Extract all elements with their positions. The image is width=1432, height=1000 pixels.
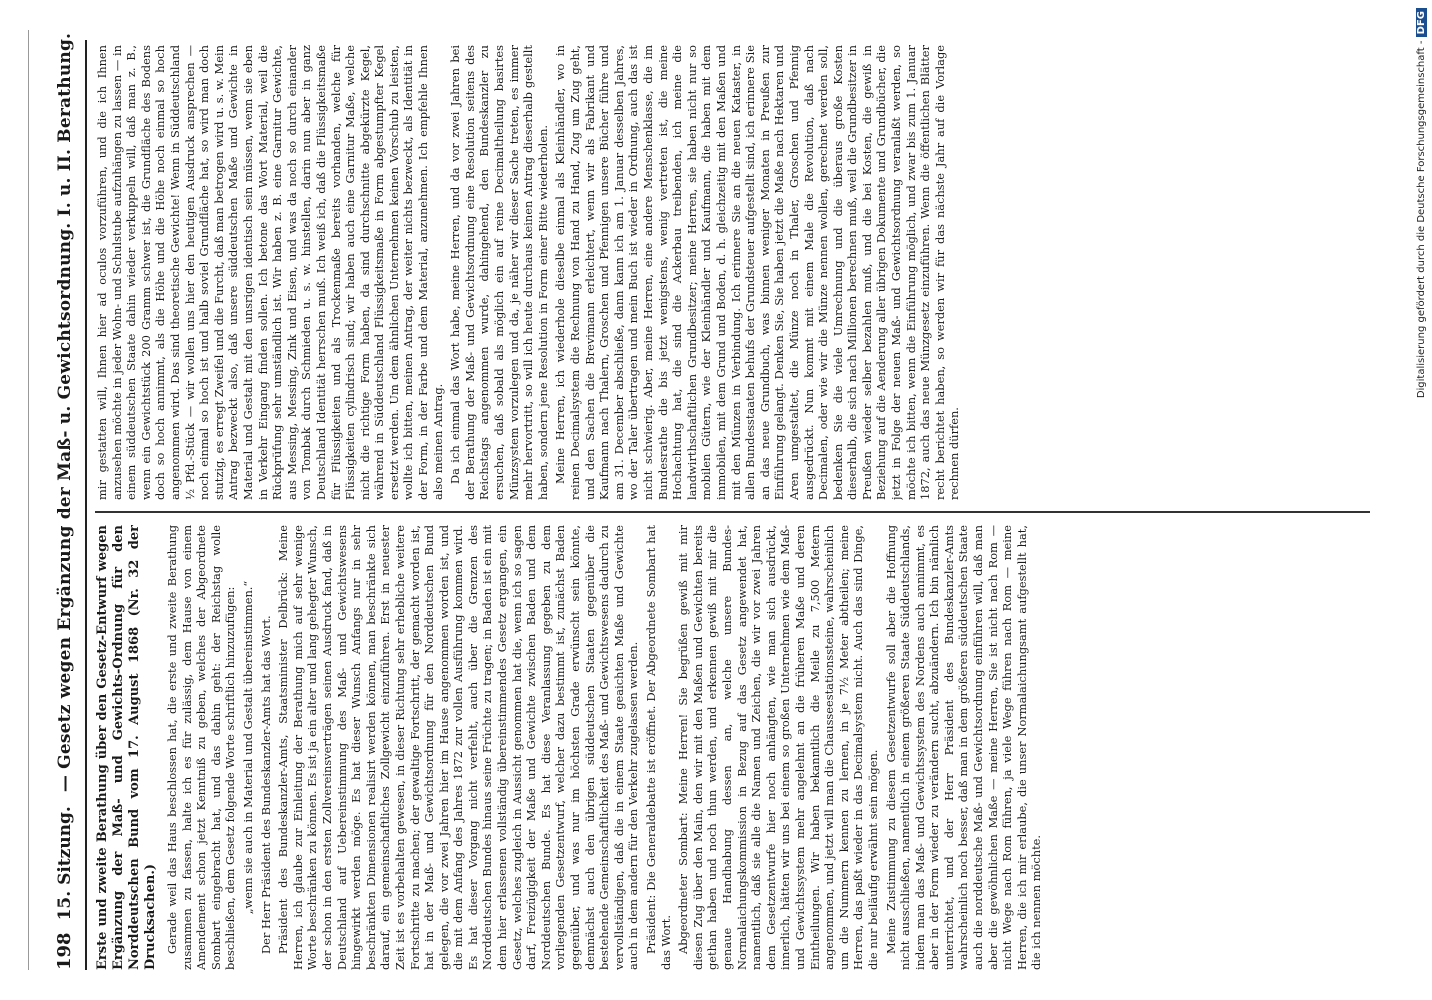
running-header — [50, 32, 80, 970]
paragraph: Da ich einmal das Wort habe, meine Herren, und da vor zwei Jahren bei der Berathung der Maß- und Gewichtsordnung eine Resolution seitens des Reichstags angenommen wurde, dahingehend, den Bundeskanzler zu ersuchen, daß sobald als möglich ein auf reine Decimaltheilung basirtes Münzsystem vorzulegen und da, je näher wir dieser Sache treten, es immer mehr hervortritt, so will ich heute durchaus keinen Antrag dieserhalb gestellt haben, sondern jene Resolution in Form einer Bitte wiederholen. — [448, 45, 550, 500]
header-rule — [85, 40, 87, 970]
credit-text: Digitalisierung gefördert durch die Deutsche Forschungsgemeinschaft - — [1416, 40, 1427, 399]
paragraph: Meine Zustimmung zu diesem Gesetzentwurfe soll aber die Hoffnung nicht ausschließen, namentlich in einem größeren Staate Süddeutschlands, indem man das Maß- und Gewichtssystem des Nordens auch annimmt, es aber in der Form wieder zu verändern sucht, abzuändern. Ich bin nämlich unterrichtet, und der Herr Präsident des Bundeskanzler-Amts wahrscheinlich noch besser, daß man in dem größeren süddeutschen Staate auch die norddeutsche Maß- und Gewichtsordnung einführen will, daß man aber die gewöhnlichen Maße — meine Herren, Sie ist nicht nach Rom — nicht Wege nach Rom führen, ja viele Wege führen nach Rom — meine Herren, die ich mir erlaube, die unser Normalaichungsamt aufgestellt hat, die ich nennen möchte. — [883, 525, 1044, 970]
column-right — [95, 45, 1370, 500]
paragraph: Präsident: Die Generaldebatte ist eröffnet. Der Abgeordnete Sombart hat das Wort. — [644, 525, 673, 970]
page-number: 198 — [53, 932, 75, 970]
dfg-logo: DFG — [1416, 8, 1427, 37]
paragraph: Meine Herren, ich wiederhole dieselbe einmal als Kleinhändler, wo in reinen Decimalsystem die Rechnung von Hand zu Hand, Zug um Zug geht, und den Sachen die Brevimann erleichtert, wenn wir als Fabrikant und Kaufmann nach Thalern, Groschen und Pfennigen unsere Bücher führe und am 31. December abschließe, dann kann ich am 1. Januar desselben Jahres, wo der Taler übertragen und mein Buch ist wieder in Ordnung, auch das ist nicht schwierig. Aber, meine Herren, eine andere Menschenklasse, die im Bundesrathe die bis jetzt wenigstens, wenig vertreten ist, die meine Hochachtung hat, die sind die Ackerbau treibenden, ich meine die landwirthschaftlichen Grundbesitzer; meine Herren, sie haben nicht nur so mobilen Gütern, wie der Kleinhändler und Kaufmann, die haben mit dem immobilen, mit dem Grund und Boden, d. h. gleichzeitig mit den Maßen und mit den Münzen in Verbindung. Ich erinnere Sie an die neuen Kataster, in allen Bundesstaaten behufs der Grundsteuer aufgestellt sind, ich erinnere Sie an das neue Grundbuch, was binnen weniger Monaten in Preußen zur Einführung gelangt. Denken Sie, Sie haben jetzt die Maße nach Hektaren und Aren umgestaltet, die Münze noch in Thaler, Groschen und Pfennig ausgedrückt. Nun kommt mit einem Male die Revolution, daß nach Decimalen, oder wie wir die Münze nennen wollen, gerechnet werden soll, bedenken Sie die viele Umrechnung und die überaus große Kosten dieserhalb, die sich nach Millionen berechnen muß, weil die Grundbesitzer in Preußen wieder selber bezahlen muß, und die bei Kosten, die gewiß in Beziehung auf die Aenderung aller übrigen Dokumente und Grundbücher, die jetzt in Folge der neuen Maß- und Gewichtsordnung veranlaßt werden, so möchte ich bitten, wenn die Einführung möglich, und zwar bis zum 1. Januar 1872, auch das neue Münzgesetz einzuführen. Wenn die öffentlichen Blätter recht berichtet haben, so werden wir für das nächste Jahr auf die Vorlage rechnen dürfen. — [553, 45, 962, 500]
paragraph: Gerade weil das Haus beschlossen hat, die erste und zweite Berathung zusammen zu fassen, halte ich es für zulässig, dem Hause von einem Amendement schon jetzt Kenntniß zu geben, welches der Abgeordnete Sombart eingebracht hat, und das dahin geht: der Reichstag wolle beschließen, dem Gesetz folgende Worte schriftlich hinzuzufügen: — [165, 525, 238, 970]
column-left — [95, 525, 1370, 970]
paragraph: mir gestatten will, Ihnen hier ad oculos vorzuführen, und die ich Ihnen anzusehen möchte in jeder Wohn- und Schulstube aufzuhängen zu lassen — in einem süddeutschen Staate dahin wieder verkuppeln will, daß man z. B., wenn ein Gewichtstück 200 Gramm schwer ist, die Grundfläche des Bodens doch so hoch annimmt, als die Höhe und die Höhe noch einmal so hoch angenommen wird. Das sind theoretische Gewichte! Wenn in Süddeutschland ½ Pfd.-Stück — wir wollen uns hier den heutigen Ausdruck ansprechen — noch einmal so hoch ist und halb soviel Grundfläche hat, so wird man doch stutzig, es erregt Zweifel und die Furcht, daß man betrogen wird u. s. w. Mein Antrag bezweckt also, daß unsere süddeutschen Maße und Gewichte in Material und Gestalt mit den unsrigen identisch sein müssen, wenn sie eben in Verkehr Eingang finden sollen. Ich betone das Wort Material, weil die Rückprüfung sehr umständlich ist. Wir haben z. B. eine Garnitur Gewichte, aus Messing, Messing, Zink und Eisen, und was da noch so durch einander von Tombak durch Schmieden u. s. w. hinstellen, darin nun aber in ganz Deutschland Identität herrschen muß. Ich weiß ich, daß die Flüssigkeitsmaße für Flüssigkeiten und als Trockenmaße bereits vorhanden, welche für Flüssigkeiten cylindrisch sind; wir haben auch eine Garnitur Maße, welche nicht die richtige Form haben, da sind durchschnitte abgekürzte Kegel, während in Süddeutschland Flüssigkeitsmaße in Form abgestumpfter Kegel ersetzt werden. Um dem ähnlichen Unternehmen keinen Vorschub zu leisten, wollte ich bitten, meinen Antrag, der weiter nichts bezweckt, als Identität in der Form, in der Farbe und dem Material, anzunehmen. Ich empfehle Ihnen also meinen Antrag. — [95, 45, 445, 500]
scanned-page — [50, 32, 1375, 970]
paragraph: Präsident des Bundeskanzler-Amts, Staatsminister Delbrück: Meine Herren, ich glaube zur Einleitung der Berathung mich auf sehr wenige Worte beschränken zu können. Es ist ja ein alter und lang gehegter Wunsch, der schon in den ersten Zollvereinsverträgen seinen Ausdruck fand, daß in Deutschland auf Uebereinstimmung des Maß- und Gewichtswesens hingewirkt werden möge. Es hat dieser Wunsch Anfangs nur in sehr beschränkten Dimensionen realisirt werden können, man beschränkte sich darauf, ein gemeinschaftliches Zollgewicht einzuführen. Erst in neuester Zeit ist es vorbehalten gewesen, in dieser Richtung sehr erhebliche weitere Fortschritte zu machen; der gewaltige Fortschritt, der gemacht worden ist, hat in der Maß- und Gewichtsordnung für den Norddeutschen Bund gelegen, die vor zwei Jahren hier im Hause angenommen worden ist, und die mit dem Anfang des Jahres 1872 zur vollen Ausführung kommen wird. Es hat dieser Vorgang nicht verfehlt, auch über die Grenzen des Norddeutschen Bundes hinaus seine Früchte zu tragen; in Baden ist ein mit dem hier erlassenen vollständig übereinstimmendes Gesetz ergangen, ein Gesetz, welches zugleich in Aussicht genommen hat die, wenn ich so sagen darf, Freizügigkeit der Maße und Gewichte zwischen Baden und dem Norddeutschen Bunde. Es hat diese Veranlassung gegeben zu dem vorliegenden Gesetzentwurf, welcher dazu bestimmt ist, zunächst Baden gegenüber, und was nur im höchsten Grade erwünscht sein könnte, demnächst auch den übrigen süddeutschen Staaten gegenüber die bestehende Gemeinschaftlichkeit des Maß- und Gewichtswesens dadurch zu vervollständigen, daß die in einem Staate geaichten Maße und Gewichte auch in dem andern für den Verkehr zugelassen werden. — [276, 525, 641, 970]
amendment-quote: „wenn sie auch in Material und Gestalt übereinstimmen.“ — [240, 580, 255, 915]
session-label: 15. Sitzung. — [54, 806, 75, 921]
column-divider — [95, 511, 1370, 513]
digitization-credit-sidebar — [1415, 8, 1429, 992]
digitization-credit — [1415, 8, 1429, 992]
page-edge-line — [28, 30, 29, 970]
paragraph: Abgeordneter Sombart: Meine Herren! Sie begrüßen gewiß mit mir diesen Zug über den Main, den wir mit den Maßen und Gewichten bereits gethan haben und noch thun werden, und erkennen gewiß mit mir die genaue Handhabung dessen an, welche unsere Bundes-Normalaichungskommission in Bezug auf das Gesetz angewendet hat, namentlich, daß sie alle die Namen und Zeichen, die wir vor zwei Jahren dem Gesetzentwurfe hier noch anhängten, wie man sich ausdrückt, innerlich, hätten wir uns bei einem so großen Unternehmen wie dem Maß- und Gewichtssystem mehr angelehnt an die früheren Maße und deren Eintheilungen. Wir haben bekanntlich die Meile zu 7,500 Metern angenommen, und jetzt will man die Chausseestationssteine, wahrscheinlich um die Nummern kennen zu lernen, in je 7½ Meter abtheilen; meine Herren, das paßt wieder in das Decimalsystem nicht. Auch das sind Dinge, die nur beiläufig erwähnt sein mögen. — [676, 525, 880, 970]
section-heading: Erste und zweite Berathung über den Gesetz-Entwurf wegen Ergänzung der Maß- und Gewichts-Ordnung für den Norddeutschen Bund vom 17. August 1868 (Nr. 32 der Drucksachen.) — [95, 525, 158, 970]
header-title: — Gesetz wegen Ergänzung der Maß- u. Gewichtsordnung. I. u. II. Berathung. — [54, 32, 75, 793]
paragraph: Der Herr Präsident des Bundeskanzler-Amts hat das Wort. — [258, 615, 273, 954]
